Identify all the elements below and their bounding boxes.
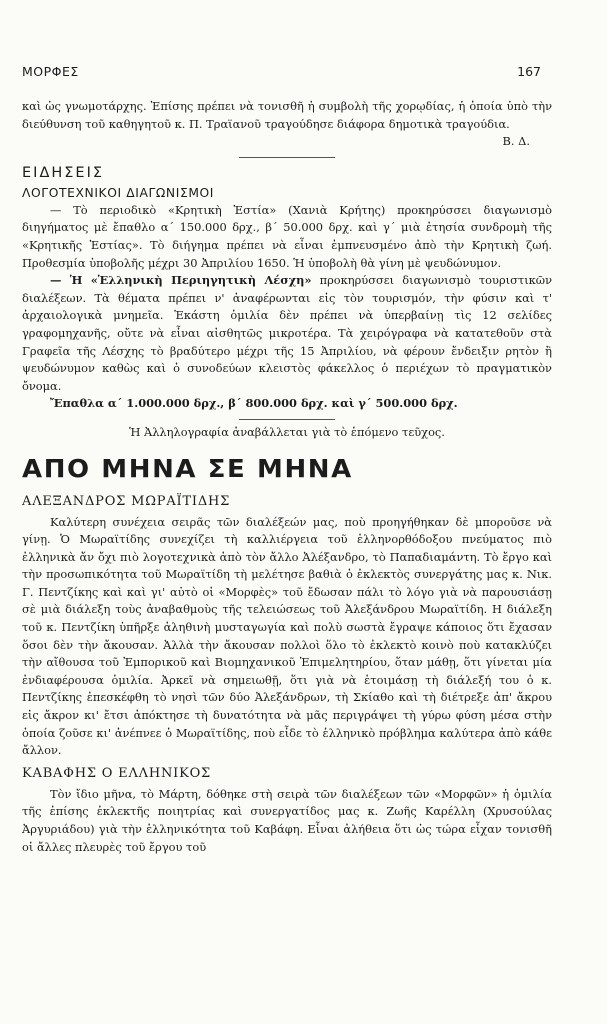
article-2-text: Τὸν ἴδιο μῆνα, τὸ Μάρτη, δόθηκε στὴ σειρὰ τῶν διαλέξεων τῶν «Μορφῶν» ἡ ὁμιλία τῆς ἐπίσης ἐκλεκτῆς ποιητρίας καὶ συνεργατίδος μας κ. Ζωῆς Καρέλλη (Χρυσούλας Ἀργυριάδου) γιὰ τὴν ἑλληνικότητα τοῦ Καβάφη. Εἶναι ἀλήθεια ὅτι ὡς τώρα εἶχαν τονισθῆ οἱ ἄλλες πλευρὲς τοῦ ἔργου τοῦ (22, 786, 552, 854)
news-item-1: — Τὸ περιοδικὸ «Κρητικὴ Ἑστία» (Χανιὰ Κρήτης) προκηρύσσει διαγωνισμὸ διηγήματος μὲ ἔπαθλο α΄ 150.000 δρχ., β΄ 50.000 δρχ. καὶ γ΄ μιὰ ἐτησία συνδρομὴ τῆς «Κρητικῆς Ἑστίας». Τὸ διήγημα πρέπει νὰ εἶναι ἐμπνευσμένο ἀπὸ τὴν Κρητικὴ ζωή. Προθεσμία ὑποβολῆς μέχρι 30 Ἀπριλίου 1650. Ἡ ὑποβολὴ θὰ γίνη μὲ ψευδώνυμον. (22, 202, 552, 270)
page-number: 167 (517, 64, 541, 79)
news-item-2-text: προκηρύσσει διαγωνισμὸ τουριστικῶν διαλέξεων. Τὰ θέματα πρέπει ν' ἀναφέρωνται εἰς τὸν τουρισμόν, τὴν φύσιν καὶ τ' ἀρχαιολογικὰ μνημεῖα. Ἑκάστη ὁμιλία δὲν πρέπει νὰ ὑπερβαίνῃ τὶς 12 σελίδες γραφομηχανῆς, οὔτε νὰ εἶναι αἰσθητῶς μικροτέρα. Τὰ χειρόγραφα νὰ κατατεθοῦν στὰ Γραφεῖα τῆς Λέσχης τὸ βραδύτερο μέχρι τῆς 15 Ἀπριλίου, νὰ φέρουν ἔνδειξιν ρητὸν ἢ ψευδώνυμον καθὼς καὶ ὁ συνοδεύων κλειστὸς φάκελλος ὁ περιέχων τὸ πραγματικὸν ὄνομα. (22, 273, 553, 393)
news-heading: ΕΙΔΗΣΕΙΣ (22, 164, 105, 181)
news-item-2-lead: — Ἡ «Ἑλληνικὴ Περιηγητικὴ Λέσχη» (50, 273, 312, 288)
month-section-heading: ΑΠΟ ΜΗΝΑ ΣΕ ΜΗΝΑ (22, 453, 353, 483)
magazine-title: ΜΟΡΦΕΣ (22, 64, 79, 79)
article-1-title: ΑΛΕΞΑΝΔΡΟΣ ΜΩΡΑΪΤΙΔΗΣ (22, 493, 231, 509)
article-1-text: Καλύτερη συνέχεια σειρᾶς τῶν διαλέξεών μας, ποὺ προηγήθηκαν δὲ μποροῦσε νὰ γίνῃ. Ὁ Μωραϊτίδης συνεχίζει τὴ καλλιέργεια τοῦ ἑλληνορθόδοξου πνεύματος πιὸ ἐλληνικὰ ἄν ὄχι πιὸ λογοτεχνικὰ ἀπὸ τὸν ἄλλο Ἀλέξανδρο, τὸ Παπαδιαμάντη. Τὸ ἔργο καὶ τὴν προσωπικότητα τοῦ Μωραϊτίδη τὴ μελέτησε βαθιὰ ὁ ἐκλεκτὸς συνεργάτης μας κ. Νικ. Γ. Πεντζίκης καὶ καὶ γι' αὐτὸ οἱ «Μορφὲς» τοῦ ἔδωσαν πάλι τὸ λόγο γιὰ νὰ παρουσιάσῃ σὲ μιὰ διάλεξη τοὺς ἀναβαθμοὺς τῆς τελειώσεως τοῦ Ἀλεξάνδρου Μωραϊτίδη. Η διάλεξη τοῦ κ. Πεντζίκη ὑπῆρξε ἀληθινὴ μυσταγωγία καὶ πολὺ σωστὰ ἔγραψε κάποιος ὅτι ἔχασαν ὅσοι δὲν τὴν ἄκουσαν. Ἀλλὰ τὴν ἄκουσαν πολλοὶ ὅλο τὸ ἐκλεκτὸ κοινὸ ποὺ κατακλύζει τὴν αἴθουσα τοῦ Ἐμπορικοῦ καὶ Βιομηχανικοῦ Ἐπιμελητηρίου, ὅταν μάθῃ, ὅτι γίνεται μία ἐνδιαφέρουσα ὁμιλία. Ἀρκεῖ νὰ σημειωθῇ, ὅτι γιὰ νὰ ἑτοιμάσῃ τὴ διάλεξή του ὁ κ. Πεντζίκης ἐπεσκέφθη τὸ νησὶ τῶν δύο Ἀλεξάνδρων, τὴ Σκίαθο καὶ τὴ διέτρεξε ἀπ' ἄκρου εἰς ἄκρον κι' ἔτσι ἀπόκτησε τὴ δυνατότητα νὰ μᾶς περιγράψει τὴ γύρω φύση μέσα στὴν ὁποία ζοῦσε κι' ἀνέπνεε ὁ Μωραϊτίδης, ποὺ εἶδε τὸ ἑλληνικὸ πρόβλημα καλύτερα ἀπὸ κάθε ἄλλον. (22, 514, 552, 758)
running-header (22, 64, 541, 82)
correspondence-note: Ἡ Ἀλληλογραφία ἀναβάλλεται γιὰ τὸ ἑπόμενο τεῦχος. (129, 424, 445, 439)
divider (239, 419, 335, 420)
news-subheading: ΛΟΓΟΤΕΧΝΙΚΟΙ ΔΙΑΓΩΝΙΣΜΟΙ (22, 185, 215, 200)
article-2-title: ΚΑΒΑΦΗΣ Ο ΕΛΛΗΝΙΚΟΣ (22, 765, 212, 781)
news-item-2-prizes: Ἔπαθλα α΄ 1.000.000 δρχ., β΄ 800.000 δρχ. καὶ γ΄ 500.000 δρχ. (50, 396, 458, 411)
intro-signature: Β. Δ. (502, 134, 530, 149)
intro-paragraph: καὶ ὡς γνωμοτάρχης. Ἐπίσης πρέπει νὰ τονισθῆ ἡ συμβολὴ τῆς χορῳδίας, ἡ ὁποία ὑπὸ τὴν διεύθυνση τοῦ καθηγητοῦ κ. Π. Τραϊανοῦ τραγούδησε διάφορα δημοτικὰ τραγούδια. (22, 99, 552, 131)
page-body (22, 98, 552, 856)
divider (239, 157, 335, 158)
news-item-2 (22, 272, 552, 395)
